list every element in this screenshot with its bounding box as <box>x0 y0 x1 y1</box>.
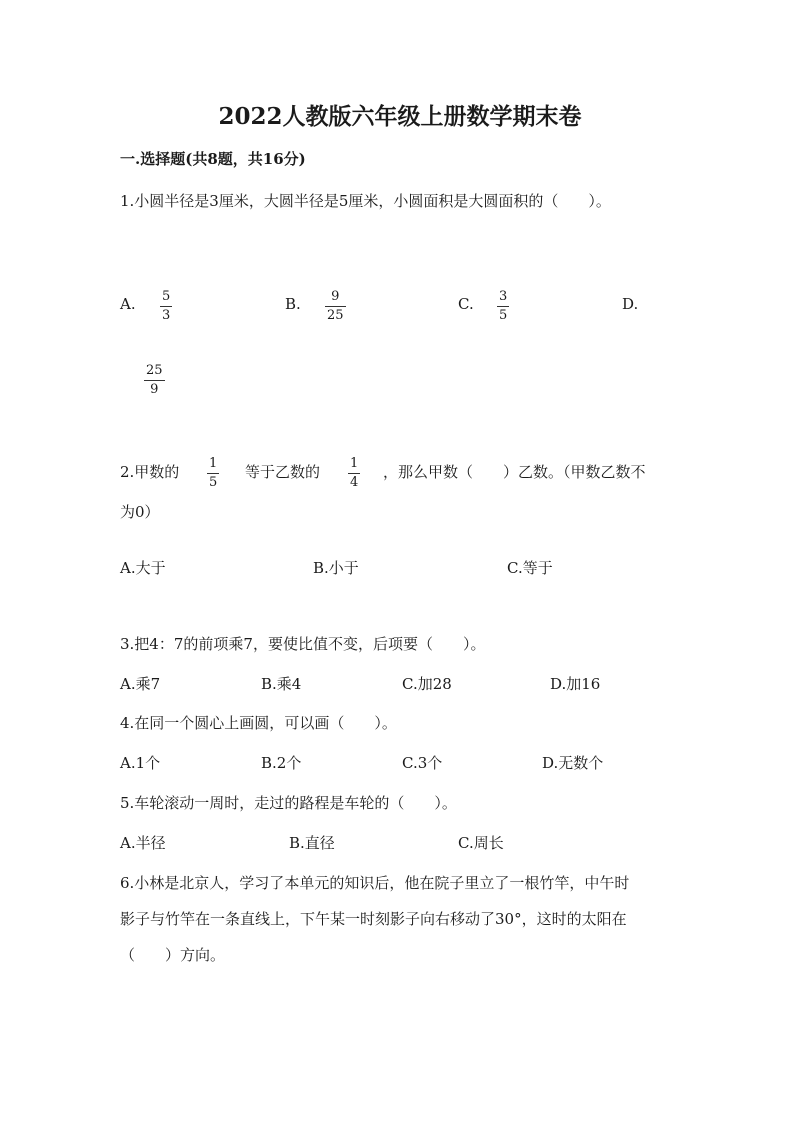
fraction-denominator: 3 <box>162 308 171 323</box>
fraction-bar <box>325 306 346 307</box>
q5-option-c: C.周长 <box>458 834 504 852</box>
q4-option-c: C.3个 <box>402 754 443 772</box>
section-heading: 一.选择题(共8题，共16分) <box>120 150 306 168</box>
q5-option-b: B.直径 <box>289 834 335 852</box>
fraction-denominator: 25 <box>327 308 344 323</box>
fraction-numerator: 3 <box>499 289 508 304</box>
fraction-denominator: 4 <box>350 475 359 490</box>
q1-option-a-fraction <box>160 289 172 324</box>
fraction-numerator: 1 <box>209 456 218 471</box>
fraction-denominator: 5 <box>499 308 508 323</box>
question-6-line2: 影子与竹竿在一条直线上，下午某一时刻影子向右移动了30°，这时的太阳在 <box>120 910 627 928</box>
q3-option-a: A.乘7 <box>120 675 161 693</box>
fraction-numerator: 9 <box>331 289 340 304</box>
q1-option-b-label: B. <box>285 295 301 313</box>
question-2-text-part3: ，那么甲数（ ）乙数。（甲数乙数不 <box>383 463 646 481</box>
question-2-text-line2: 为0） <box>120 503 160 521</box>
q3-option-c: C.加28 <box>402 675 452 693</box>
question-1-text: 1.小圆半径是3厘米，大圆半径是5厘米，小圆面积是大圆面积的（ ）。 <box>120 192 611 210</box>
question-6-line3: （ ）方向。 <box>120 946 226 964</box>
q2-option-a: A.大于 <box>120 559 166 577</box>
fraction-numerator: 25 <box>146 363 163 378</box>
q1-option-c-fraction <box>497 289 509 324</box>
q1-option-c-label: C. <box>458 295 474 313</box>
q1-option-d-fraction <box>144 363 165 398</box>
fraction-numerator: 1 <box>350 456 359 471</box>
q1-option-d-label: D. <box>622 295 639 313</box>
fraction-denominator: 5 <box>209 475 218 490</box>
fraction-bar <box>497 306 509 307</box>
q3-option-d: D.加16 <box>550 675 601 693</box>
q2-option-b: B.小于 <box>313 559 359 577</box>
q4-option-b: B.2个 <box>261 754 302 772</box>
q4-option-a: A.1个 <box>120 754 161 772</box>
q1-option-b-fraction <box>325 289 346 324</box>
q1-option-a-label: A. <box>120 295 136 313</box>
q2-fraction-2 <box>348 456 360 491</box>
question-2-text-part1: 2.甲数的 <box>120 463 180 481</box>
page-title: 2022人教版六年级上册数学期末卷 <box>218 103 582 130</box>
fraction-bar <box>207 473 219 474</box>
fraction-denominator: 9 <box>150 382 159 397</box>
question-4-text: 4.在同一个圆心上画圆，可以画（ ）。 <box>120 714 397 732</box>
question-5-text: 5.车轮滚动一周时，走过的路程是车轮的（ ）。 <box>120 794 457 812</box>
q5-option-a: A.半径 <box>120 834 166 852</box>
q2-option-c: C.等于 <box>507 559 553 577</box>
question-2-text-part2: 等于乙数的 <box>245 463 321 481</box>
q3-option-b: B.乘4 <box>261 675 302 693</box>
q2-fraction-1 <box>207 456 219 491</box>
fraction-bar <box>160 306 172 307</box>
q4-option-d: D.无数个 <box>542 754 604 772</box>
question-3-text: 3.把4：7的前项乘7，要使比值不变，后项要（ ）。 <box>120 635 486 653</box>
fraction-bar <box>144 380 165 381</box>
fraction-bar <box>348 473 360 474</box>
question-6-line1: 6.小林是北京人，学习了本单元的知识后，他在院子里立了一根竹竿，中午时 <box>120 874 630 892</box>
fraction-numerator: 5 <box>162 289 171 304</box>
